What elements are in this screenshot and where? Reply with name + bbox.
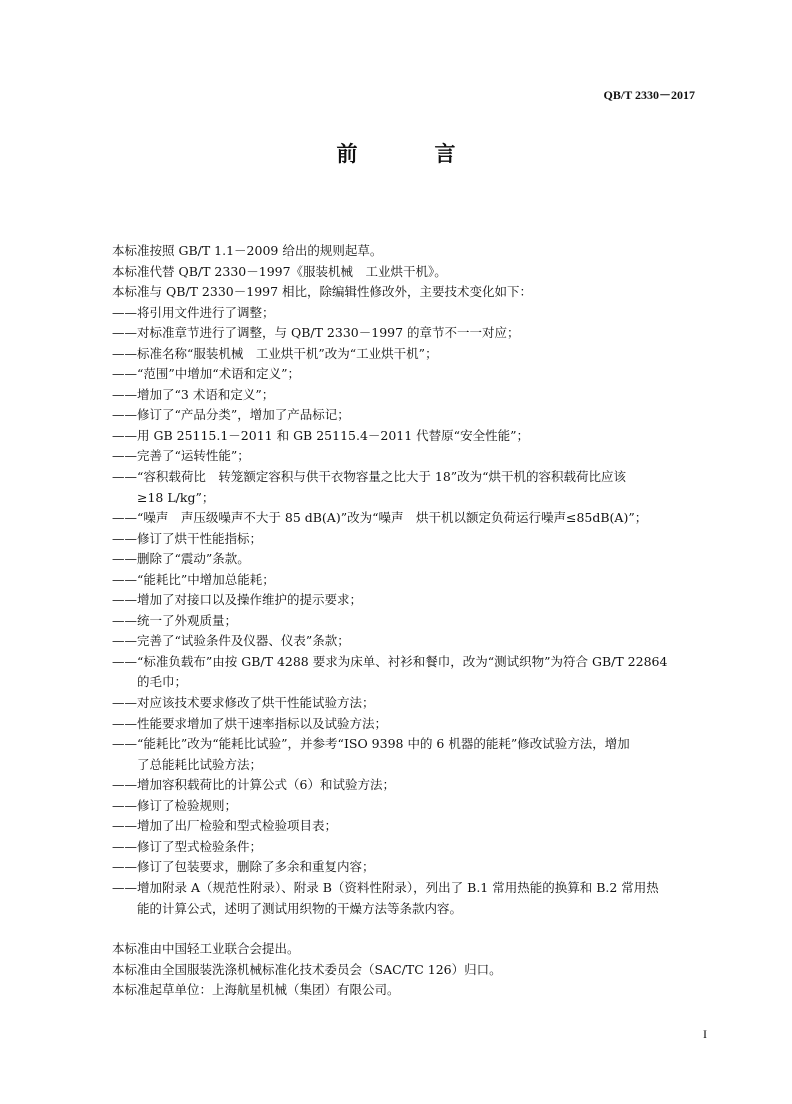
change-item: ——增加附录 A（规范性附录）、附录 B（资料性附录），列出了 B.1 常用热能的换算和 B.2 常用热 xyxy=(112,879,659,895)
change-item: ——完善了“运转性能”； xyxy=(112,448,250,464)
change-item: 能的计算公式，述明了测试用织物的干燥方法等条款内容。 xyxy=(112,900,463,916)
page-number: I xyxy=(703,1027,707,1041)
change-item: ——将引用文件进行了调整； xyxy=(112,304,275,320)
change-item: ——增加了出厂检验和型式检验项目表； xyxy=(112,818,338,834)
change-item: ——修订了检验规则； xyxy=(112,797,238,813)
intro-line: 本标准与 QB/T 2330－1997 相比，除编辑性修改外，主要技术变化如下： xyxy=(112,284,533,300)
change-item: ——修订了包装要求，删除了多余和重复内容； xyxy=(112,859,375,875)
change-item: ——“噪声 声压级噪声不大于 85 dB(A)”改为“噪声 烘干机以额定负荷运行噪声≤85dB(A)”； xyxy=(112,510,648,526)
paragraph-gap xyxy=(112,919,712,939)
change-item: ——对标准章节进行了调整，与 QB/T 2330－1997 的章节不一一对应； xyxy=(112,325,520,341)
change-item: ——统一了外观质量； xyxy=(112,612,238,628)
closing-section xyxy=(112,939,712,1001)
change-item: ——删除了“震动”条款。 xyxy=(112,551,250,567)
standard-code: QB/T 2330－2017 xyxy=(603,88,695,102)
change-item: ——完善了“试验条件及仪器、仪表”条款； xyxy=(112,633,350,649)
document-body xyxy=(112,241,712,1001)
change-item: ——用 GB 25115.1－2011 和 GB 25115.4－2011 代替原“安全性能”； xyxy=(112,427,529,443)
change-item: ——“能耗比”中增加总能耗； xyxy=(112,571,275,587)
change-item: ——增加容积载荷比的计算公式（6）和试验方法； xyxy=(112,777,395,793)
change-item: ——“能耗比”改为“能耗比试验”，并参考“ISO 9398 中的 6 机器的能耗”修改试验方法，增加 xyxy=(112,736,630,752)
change-item: 的毛巾； xyxy=(112,674,188,690)
change-item: ——修订了烘干性能指标； xyxy=(112,530,263,546)
change-item: ——性能要求增加了烘干速率指标以及试验方法； xyxy=(112,715,388,731)
change-item: ——对应该技术要求修改了烘干性能试验方法； xyxy=(112,695,375,711)
page-title: 前 言 xyxy=(336,141,484,166)
change-item: ——增加了“3 术语和定义”； xyxy=(112,386,275,402)
intro-line: 本标准按照 GB/T 1.1－2009 给出的规则起草。 xyxy=(112,243,383,258)
change-item: ≥18 L/kg”； xyxy=(112,489,215,505)
change-item: 了总能耗比试验方法； xyxy=(112,756,263,772)
intro-line: 本标准代替 QB/T 2330－1997《服装机械 工业烘干机》。 xyxy=(112,263,447,279)
closing-line: 本标准起草单位：上海航星机械（集团）有限公司。 xyxy=(112,982,400,998)
closing-line: 本标准由全国服装洗涤机械标准化技术委员会（SAC/TC 126）归口。 xyxy=(112,961,502,977)
change-item: ——“范围”中增加“术语和定义”； xyxy=(112,366,301,382)
changes-list xyxy=(112,303,712,919)
intro-section xyxy=(112,241,712,303)
change-item: ——增加了对接口以及操作维护的提示要求； xyxy=(112,592,363,608)
change-item: ——“标准负载布”由按 GB/T 4288 要求为床单、衬衫和餐巾，改为“测试织物”为符合 GB/T 22864 xyxy=(112,653,668,669)
change-item: ——标准名称“服装机械 工业烘干机”改为“工业烘干机”； xyxy=(112,345,438,361)
change-item: ——修订了型式检验条件； xyxy=(112,838,263,854)
closing-line: 本标准由中国轻工业联合会提出。 xyxy=(112,941,300,957)
change-item: ——修订了“产品分类”，增加了产品标记； xyxy=(112,407,350,423)
change-item: ——“容积载荷比 转笼额定容积与供干衣物容量之比大于 18”改为“烘干机的容积载荷比应该 xyxy=(112,469,627,485)
